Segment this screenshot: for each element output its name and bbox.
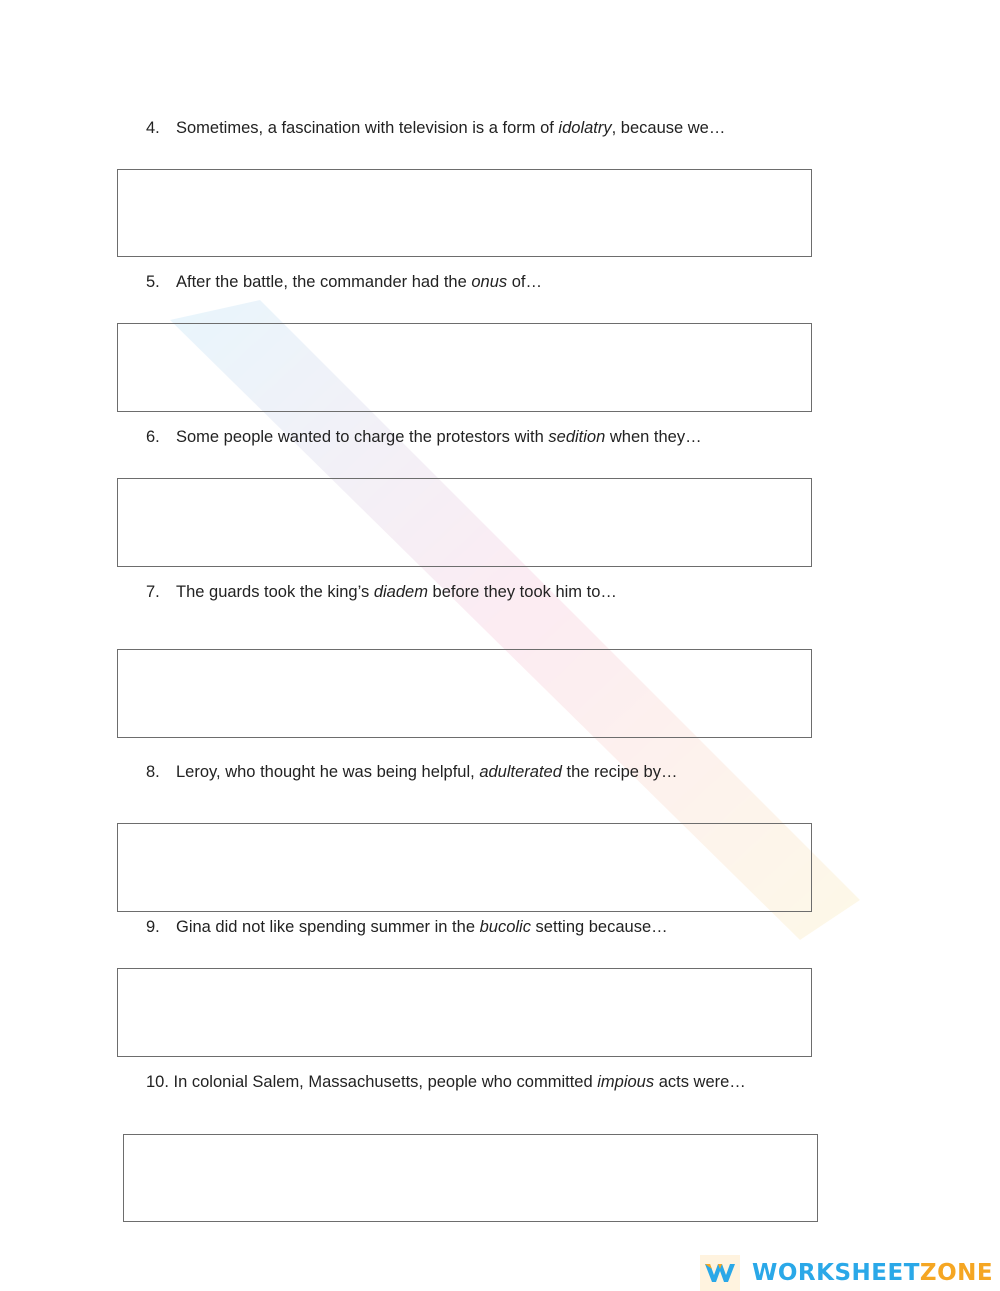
question-number: 10. xyxy=(146,1073,169,1091)
question-text-end: when they… xyxy=(605,428,702,446)
question-10 xyxy=(146,1073,746,1092)
question-text-end: setting because… xyxy=(530,918,668,936)
answer-box-10[interactable] xyxy=(123,1134,818,1222)
vocab-term: onus xyxy=(471,273,508,291)
question-text-end: the recipe by… xyxy=(561,763,678,781)
question-number: 8. xyxy=(146,763,160,781)
question-number: 4. xyxy=(146,119,160,137)
question-text-end: , because we… xyxy=(611,119,726,137)
question-4 xyxy=(146,119,725,138)
vocab-term: diadem xyxy=(373,583,428,601)
answer-box-4[interactable] xyxy=(117,169,812,257)
answer-box-9[interactable] xyxy=(117,968,812,1057)
brand-name-part1: WORKSHEET xyxy=(752,1260,920,1286)
question-number: 5. xyxy=(146,273,160,291)
question-7 xyxy=(146,583,617,602)
question-number: 6. xyxy=(146,428,160,446)
answer-box-5[interactable] xyxy=(117,323,812,412)
question-9 xyxy=(146,918,668,937)
question-text: Leroy, who thought he was being helpful, xyxy=(176,763,480,781)
answer-box-7[interactable] xyxy=(117,649,812,738)
vocab-term: adulterated xyxy=(479,763,562,781)
brand-name-part2: ZONE xyxy=(919,1260,994,1286)
question-text: Some people wanted to charge the protestors with xyxy=(176,428,549,446)
question-text: After the battle, the commander had the xyxy=(176,273,472,291)
vocab-term: impious xyxy=(597,1073,655,1091)
question-text-end: before they took him to… xyxy=(427,583,617,601)
question-text: Sometimes, a fascination with television is a form of xyxy=(176,119,559,137)
vocab-term: idolatry xyxy=(558,119,612,137)
question-text-end: acts were… xyxy=(654,1073,746,1091)
vocab-term: bucolic xyxy=(479,918,531,936)
answer-box-6[interactable] xyxy=(117,478,812,567)
question-text: Gina did not like spending summer in the xyxy=(176,918,480,936)
question-number: 9. xyxy=(146,918,160,936)
question-text: In colonial Salem, Massachusetts, people who committed xyxy=(173,1073,598,1091)
vocab-term: sedition xyxy=(548,428,606,446)
question-number: 7. xyxy=(146,583,160,601)
question-6 xyxy=(146,428,702,447)
question-text-end: of… xyxy=(507,273,542,291)
worksheetzone-logo xyxy=(700,1255,993,1291)
brand-name xyxy=(752,1260,993,1286)
question-text: The guards took the king’s xyxy=(176,583,374,601)
w-logo-icon xyxy=(700,1255,740,1291)
question-8 xyxy=(146,763,677,782)
answer-box-8[interactable] xyxy=(117,823,812,912)
question-5 xyxy=(146,273,542,292)
